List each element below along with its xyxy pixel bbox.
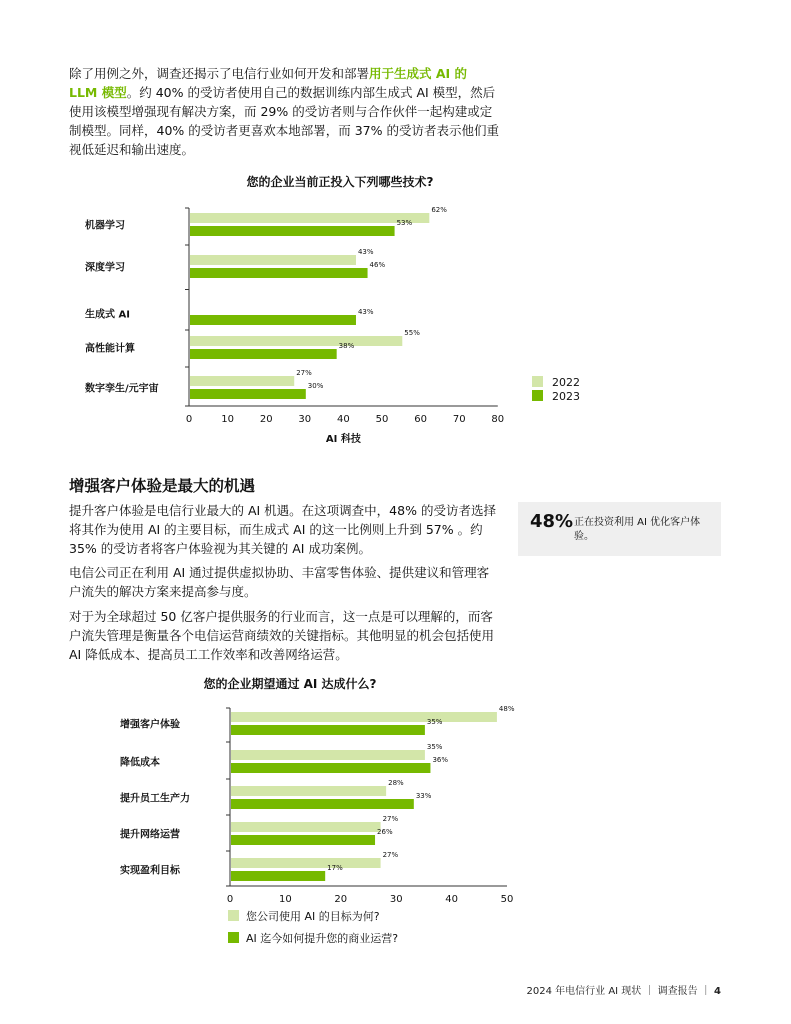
- data-label: 62%: [431, 206, 447, 214]
- legend-swatch: [228, 910, 239, 921]
- data-label: 38%: [338, 342, 355, 350]
- data-label: 35%: [426, 718, 443, 726]
- x-tick-label: 50: [375, 414, 389, 425]
- bar: [231, 858, 381, 868]
- category-label: 提升员工生产力: [120, 793, 190, 805]
- x-tick-label: 20: [334, 894, 348, 905]
- data-label: 27%: [382, 815, 399, 823]
- bar: [190, 226, 395, 236]
- data-label: 43%: [357, 248, 374, 256]
- x-tick-label: 10: [221, 414, 234, 425]
- x-tick-label: 50: [500, 894, 514, 905]
- category-label: 增强客户体验: [120, 719, 180, 731]
- legend-label: 2023: [552, 390, 580, 403]
- bar: [190, 336, 402, 346]
- bar: [190, 213, 429, 223]
- data-label: 55%: [404, 329, 420, 337]
- data-label: 30%: [307, 382, 324, 390]
- category-label: 生成式 AI: [85, 309, 130, 321]
- x-tick-label: 60: [414, 414, 427, 425]
- legend-label: AI 迄今如何提升您的商业运营?: [246, 932, 399, 945]
- bar: [190, 376, 294, 386]
- data-label: 53%: [396, 219, 413, 227]
- intro-text-after: 。约 40% 的受访者使用自己的数据训练内部生成式 AI 模型，然后使用该模型增强现有解决方案，而 29% 的受访者则与合作伙伴一起构建或定制模型。同样，40% 的受访者更喜欢本地部署，而 37% 的受访者表示他们重视低延迟和输出速度。: [69, 85, 499, 157]
- category-label: 实现盈利目标: [120, 865, 180, 877]
- section-paragraph-2: 电信公司正在利用 AI 通过提供虚拟协助、丰富零售体验、提供建议和管理客户流失的解决方案来提高参与度。: [69, 565, 490, 599]
- bar: [231, 822, 381, 832]
- data-label: 36%: [432, 756, 449, 764]
- x-tick-label: 80: [491, 414, 505, 425]
- bar: [231, 835, 375, 845]
- bar: [231, 725, 425, 735]
- x-tick-label: 30: [389, 894, 403, 905]
- data-label: 48%: [498, 705, 515, 713]
- bar: [231, 712, 497, 722]
- footer: [527, 982, 721, 997]
- category-label: 深度学习: [85, 262, 125, 274]
- category-label: 提升网络运营: [120, 829, 180, 841]
- data-label: 33%: [415, 792, 432, 800]
- data-label: 43%: [357, 308, 374, 316]
- legend-label: 2022: [552, 376, 580, 389]
- category-label: 机器学习: [85, 220, 125, 232]
- intro-text-before: 除了用例之外，调查还揭示了电信行业如何开发和部署: [69, 66, 370, 81]
- bar: [231, 750, 425, 760]
- bar: [190, 268, 368, 278]
- x-tick-label: 40: [445, 894, 458, 905]
- x-tick-label: 30: [298, 414, 312, 425]
- data-label: 27%: [382, 851, 399, 859]
- llm-model-link[interactable]: 用于生成式 AI 的 LLM 模型: [69, 66, 468, 100]
- x-axis-label: AI 科技: [325, 434, 361, 445]
- legend-swatch: [532, 376, 543, 387]
- bar: [231, 871, 325, 881]
- data-label: 46%: [369, 261, 386, 269]
- bar: [190, 389, 306, 399]
- category-label: 高性能计算: [85, 343, 135, 355]
- section-paragraph-1: 提升客户体验是电信行业最大的 AI 机遇。在这项调查中，48% 的受访者选择将其作为使用 AI 的主要目标，而生成式 AI 的这一比例则上升到 57% 。约 35% 的受访者将客户体验视为其关键的 AI 成功案例。: [69, 503, 496, 556]
- data-label: 17%: [327, 864, 343, 872]
- footer-report: 2024 年电信行业 AI 现状 ｜ 调查报告 ｜: [526, 986, 711, 997]
- legend-swatch: [228, 932, 239, 943]
- category-label: 降低成本: [120, 757, 160, 769]
- section-heading: 增强客户体验是最大的机遇: [69, 477, 256, 495]
- callout-number: 48%: [530, 511, 574, 532]
- chart1-title: 您的企业当前正投入下列哪些技术?: [246, 175, 434, 189]
- data-label: 35%: [426, 743, 443, 751]
- x-tick-label: 70: [452, 414, 466, 425]
- bar: [231, 763, 430, 773]
- x-tick-label: 0: [226, 894, 234, 905]
- bar: [190, 255, 356, 265]
- x-tick-label: 0: [185, 414, 193, 425]
- bar: [190, 349, 337, 359]
- chart2-title: 您的企业期望通过 AI 达成什么?: [203, 677, 377, 691]
- bar: [231, 799, 414, 809]
- category-label: 数字孪生/元宇宙: [85, 383, 159, 395]
- x-tick-label: 10: [279, 894, 292, 905]
- legend-label: 您公司使用 AI 的目标为何?: [246, 910, 380, 923]
- legend-swatch: [532, 390, 543, 401]
- page-number: 4: [714, 986, 721, 997]
- callout-text: 正在投资利用 AI 优化客户体验。: [574, 517, 701, 542]
- x-tick-label: 40: [337, 414, 350, 425]
- x-tick-label: 20: [259, 414, 273, 425]
- bar: [231, 786, 386, 796]
- section-paragraph-3: 对于为全球超过 50 亿客户提供服务的行业而言，这一点是可以理解的，而客户流失管理是衡量各个电信运营商绩效的关键指标。其他明显的机会包括使用 AI 降低成本、提高员工工作效率和改善网络运营。: [69, 609, 495, 662]
- data-label: 28%: [388, 779, 404, 787]
- bar: [190, 315, 356, 325]
- data-label: 26%: [377, 828, 393, 836]
- data-label: 27%: [296, 369, 312, 377]
